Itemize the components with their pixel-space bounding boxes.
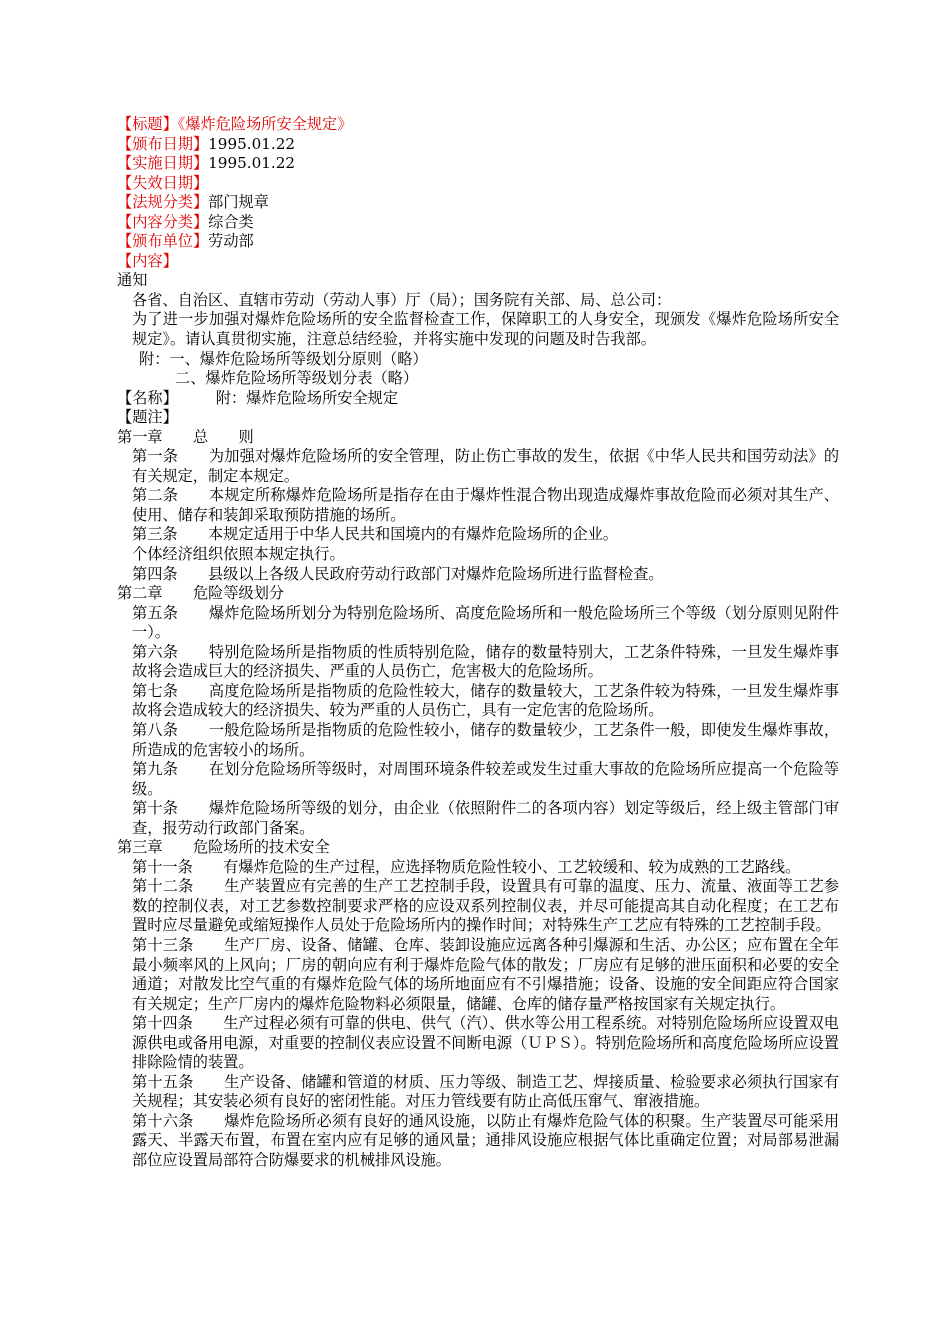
article-8: 第八条 一般危险场所是指物质的危险性较小，储存的数量较少，工艺条件一般，即使发生爆炸事故，所造成的危害较小的场所。: [132, 720, 839, 759]
notice-recipients: 各省、自治区、直辖市劳动（劳动人事）厅（局）；国务院有关部、局、总公司：: [132, 290, 672, 309]
article-13: 第十三条 生产厂房、设备、储罐、仓库、装卸设施应远离各种引爆源和生活、办公区；应布置在全年最小频率风的上风向；厂房的朝向应有利于爆炸危险气体的散发；厂房应有足够的泄压面积和必要的安全通道；对散发比空气重的有爆炸危险气体的场所地面应有不引爆措施；设备、设施的安全间距应符合国家有关规定；生产厂房内的爆炸危险物料必须限量，储罐、仓库的储存量严格按国家有关规定执行。: [132, 935, 839, 1013]
article-4: 第四条 县级以上各级人民政府劳动行政部门对爆炸危险场所进行监督检查。: [132, 564, 664, 583]
article-16: 第十六条 爆炸危险场所必须有良好的通风设施，以防止有爆炸危险气体的积聚。生产装置尽可能采用露天、半露天布置，布置在室内应有足够的通风量；通排风设施应根据气体比重确定位置；对局部易泄漏部位应设置局部符合防爆要求的机械排风设施。: [132, 1111, 839, 1169]
meta-issuing-unit: 【颁布单位】劳动部: [117, 232, 254, 251]
article-10: 第十条 爆炸危险场所等级的划分，由企业（依照附件二的各项内容）划定等级后，经上级主管部门审查，报劳动行政部门备案。: [132, 799, 839, 837]
meta-expiry-date: 【失效日期】: [117, 173, 209, 192]
notice-attachment-1: 附：一、爆炸危险场所等级划分原则（略）: [139, 349, 428, 368]
chapter-2-heading: 第二章 危险等级划分: [117, 584, 285, 603]
article-7: 第七条 高度危险场所是指物质的危险性较大，储存的数量较大，工艺条件较为特殊，一旦发生爆炸事故将会造成较大的经济损失、较为严重的人员伤亡，具有一定危害的危险场所。: [132, 681, 839, 720]
meta-content-category: 【内容分类】综合类: [117, 212, 254, 231]
meta-issue-date: 【颁布日期】1995.01.22: [117, 134, 296, 153]
notice-body: 为了进一步加强对爆炸危险场所的安全监督检查工作，保障职工的人身安全，现颁发《爆炸危险场所安全规定》。请认真贯彻实施，注意总结经验，并将实施中发现的问题及时告我部。: [132, 310, 839, 349]
meta-content: 【内容】: [117, 251, 178, 270]
article-14: 第十四条 生产过程必须有可靠的供电、供气（汽）、供水等公用工程系统。对特别危险场所应设置双电源供电或备用电源，对重要的控制仪表应设置不间断电源（ＵＰＳ）。特别危险场所和高度危险场所应设置排除险情的装置。: [132, 1014, 839, 1072]
article-3-clause: 个体经济组织依照本规定执行。: [132, 545, 345, 564]
article-3: 第三条 本规定适用于中华人民共和国境内的有爆炸危险场所的企业。: [132, 525, 618, 544]
chapter-1-heading: 第一章 总 则: [117, 427, 254, 446]
article-1: 第一条 为加强对爆炸危险场所的安全管理，防止伤亡事故的发生，依据《中华人民共和国劳动法》的有关规定，制定本规定。: [132, 447, 839, 485]
article-2: 第二条 本规定所称爆炸危险场所是指存在由于爆炸性混合物出现造成爆炸事故危险而必须对其生产、使用、储存和装卸采取预防措施的场所。: [132, 486, 839, 524]
document-page: [117, 115, 839, 1171]
meta-effective-date: 【实施日期】1995.01.22: [117, 154, 296, 173]
notice-attachment-2: 二、爆炸危险场所等级划分表（略）: [175, 369, 418, 388]
meta-title: 【标题】《爆炸危险场所安全规定》: [117, 115, 353, 133]
article-11: 第十一条 有爆炸危险的生产过程，应选择物质危险性较小、工艺较缓和、较为成熟的工艺路线。: [132, 857, 801, 876]
name-row: 【名称】 附：爆炸危险场所安全规定: [117, 388, 398, 407]
article-15: 第十五条 生产设备、储罐和管道的材质、压力等级、制造工艺、焊接质量、检验要求必须执行国家有关规程；其安装必须有良好的密闭性能。对压力管线要有防止高低压窜气、窜液措施。: [132, 1072, 839, 1111]
article-5: 第五条 爆炸危险场所划分为特别危险场所、高度危险场所和一般危险场所三个等级（划分原则见附件一）。: [132, 603, 839, 642]
article-12: 第十二条 生产装置应有完善的生产工艺控制手段，设置具有可靠的温度、压力、流量、液面等工艺参数的控制仪表，对工艺参数控制要求严格的应设双系列控制仪表，并尽可能提高其自动化程度；在工艺布置时应尽量避免或缩短操作人员处于危险场所内的操作时间；对特殊生产工艺应有特殊的工艺控制手段。: [132, 877, 839, 935]
note-label: 【题注】: [117, 408, 178, 427]
chapter-3-heading: 第三章 危险场所的技术安全: [117, 838, 330, 857]
meta-regulation-category: 【法规分类】部门规章: [117, 193, 269, 212]
article-9: 第九条 在划分危险场所等级时，对周围环境条件较差或发生过重大事故的危险场所应提高一个危险等级。: [132, 760, 839, 798]
notice-title: 通知: [117, 271, 148, 290]
article-6: 第六条 特别危险场所是指物质的性质特别危险，储存的数量特别大，工艺条件特殊，一旦发生爆炸事故将会造成巨大的经济损失、严重的人员伤亡，危害极大的危险场所。: [132, 642, 839, 681]
